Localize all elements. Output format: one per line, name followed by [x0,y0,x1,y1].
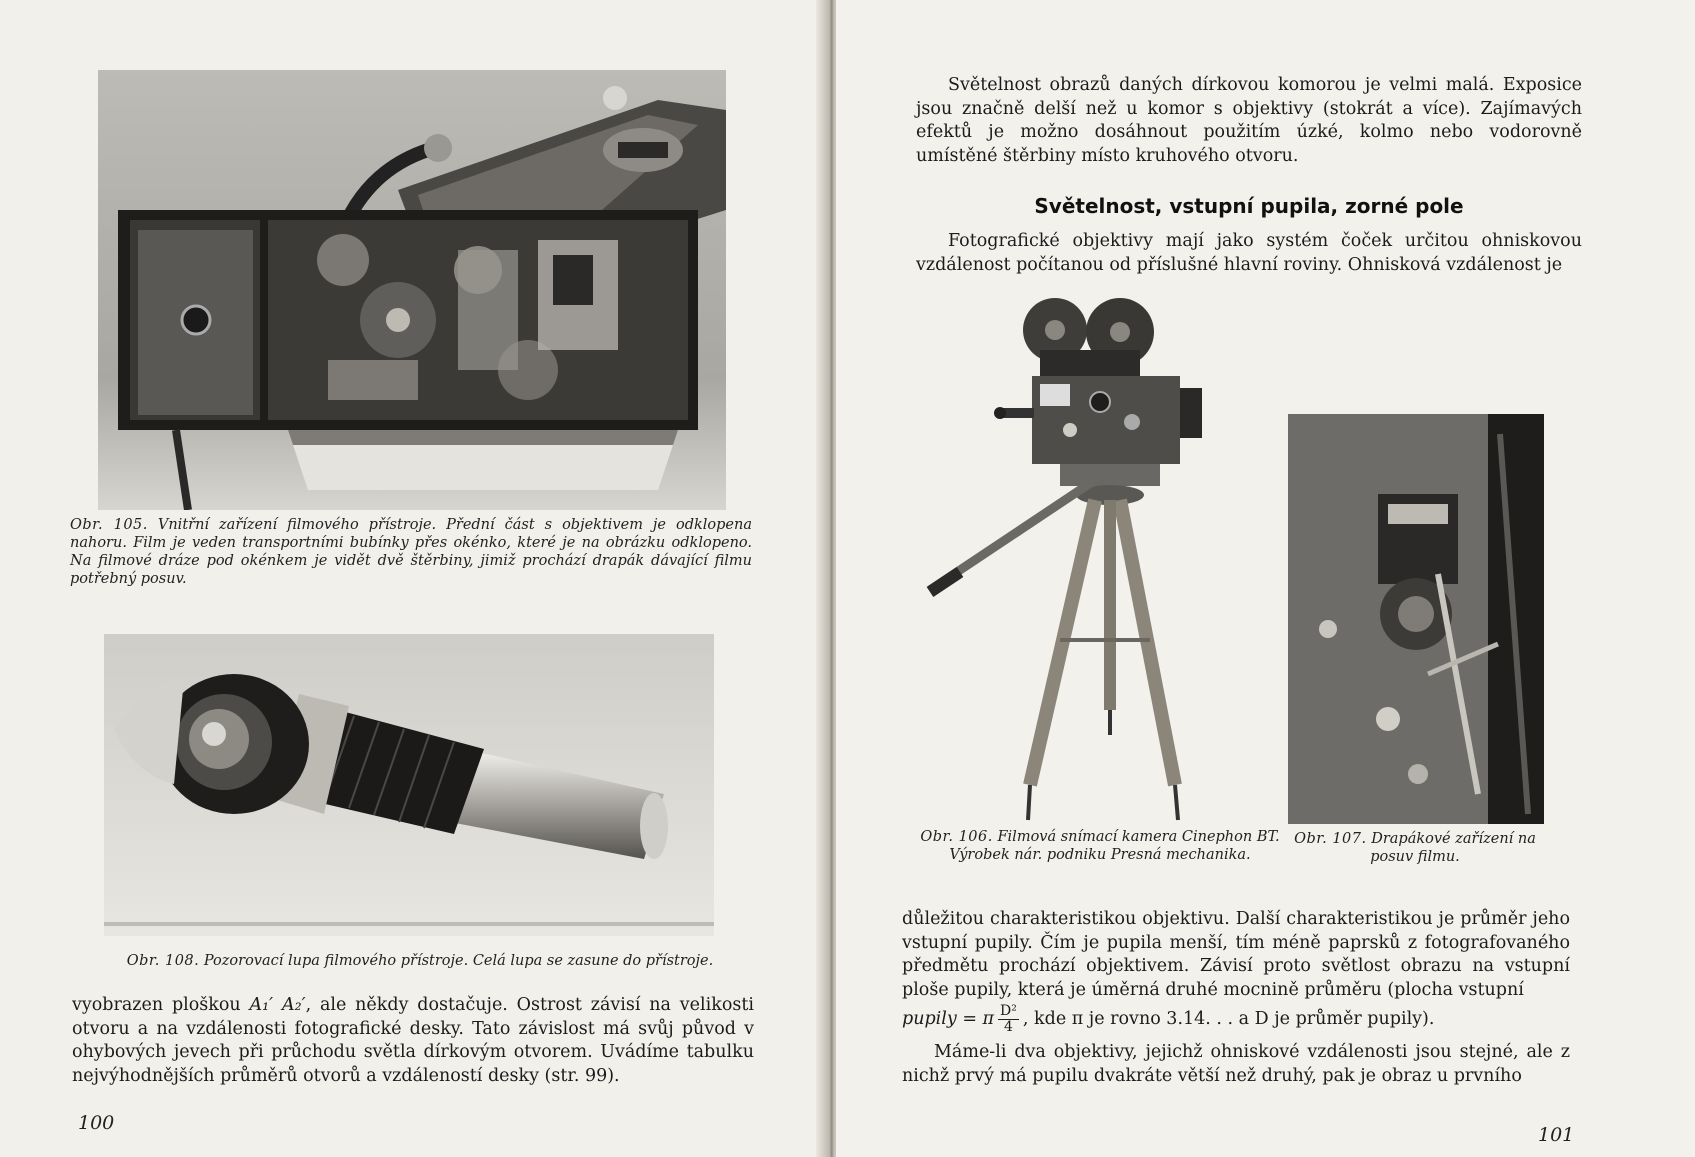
claw-mechanism-photo [1288,414,1544,824]
right-paragraph-3: Máme-li dva objektivy, jejichž ohniskové vzdálenosti jsou stejné, ale z nichž prvý má pupilu dvakráte větší než druhý, pak je obraz u prvního [902,1042,1570,1086]
intro-paragraph: Světelnost obrazů daných dírkovou komorou je velmi malá. Exposice jsou značně delší než u komor s objektivy (stokrát a více). Zajímavých efektů je možno dosáhnout použitím úzké, kolmo nebo vodorovně umístěné štěrbiny místo kruhového otvoru. [916,75,1582,166]
left-paragraph-math: A₁′ A₂′ [249,995,306,1015]
right-para1-block [916,230,1582,277]
figure-107-caption [1290,830,1540,866]
formula-fraction [998,1004,1019,1035]
formula-tail: , kde π je rovno 3.14. . . a D je průměr pupily). [1022,1009,1435,1029]
figure-108-caption [100,952,740,970]
right-lower-text [902,908,1570,1088]
left-paragraph-part2: , ale někdy dostačuje. Ostrost závisí na velikosti otvoru a na vzdálenosti fotografické desky. Tato závislost má svůj původ v ohybových jevech při průchodu světla dírkovým otvorem. Uvádíme tabulku nejvýhodnějších průměrů otvorů a vzdáleností desky (str. 99). [72,995,754,1086]
figure-105-label: Obr. 105. [70,517,148,533]
right-paragraph-2: důležitou charakteristikou objektivu. Další charakteristikou je průměr jeho vstupní pupily. Čím je pupila menší, tím méně paprsků z fotografovaného předmětu prochází objektivem. Závisí proto světlost obrazu na vstupní ploše pupily, která je úměrná druhé mocnině průměru (plocha vstupní [902,909,1570,1000]
magnifier-photo [104,634,714,936]
left-paragraph [72,994,754,1088]
figure-108-label: Obr. 108. [126,953,200,969]
left-body-text [72,994,754,1088]
figure-107-text: Drapákové zařízení na posuv filmu. [1370,831,1536,865]
right-page-number: 101 [1538,1124,1575,1146]
figure-106-caption [920,828,1280,864]
figure-105-caption [70,516,752,588]
right-intro [916,74,1582,168]
figure-106-text: Filmová snímací kamera Cinephon BT. Výrobek nár. podniku Presná mechanika. [949,829,1280,863]
formula-numerator: D² [1000,1003,1017,1019]
figure-108-text: Pozorovací lupa filmového přístroje. Celá lupa se zasune do přístroje. [203,953,714,969]
section-heading: Světelnost, vstupní pupila, zorné pole [1034,194,1464,218]
formula-denominator: 4 [1004,1019,1013,1035]
right-page [836,0,1695,1157]
camera-tripod-photo [920,290,1260,830]
figure-107-label: Obr. 107. [1294,831,1367,847]
figure-106-label: Obr. 106. [920,829,993,845]
left-page [0,0,826,1157]
left-paragraph-part1: vyobrazen ploškou [72,995,250,1015]
formula-line [902,1004,1570,1035]
projector-interior-photo [98,70,726,510]
right-paragraph-1: Fotografické objektivy mají jako systém čoček určitou ohniskovou vzdálenost počítanou od příslušné hlavní roviny. Ohnisková vzdálenost je [916,231,1582,275]
left-page-number: 100 [78,1112,115,1134]
formula-lead: pupily = π [902,1009,995,1029]
figure-105-text: Vnitřní zařízení filmového přístroje. Přední část s objektivem je odklopena nahoru. Film je veden transportními bubínky přes okénko, které je na obrázku odklopeno. Na filmové dráze pod okénkem je vidět dvě štěrbiny, jimiž prochází drapák dávající filmu potřebný posuv. [70,517,752,587]
